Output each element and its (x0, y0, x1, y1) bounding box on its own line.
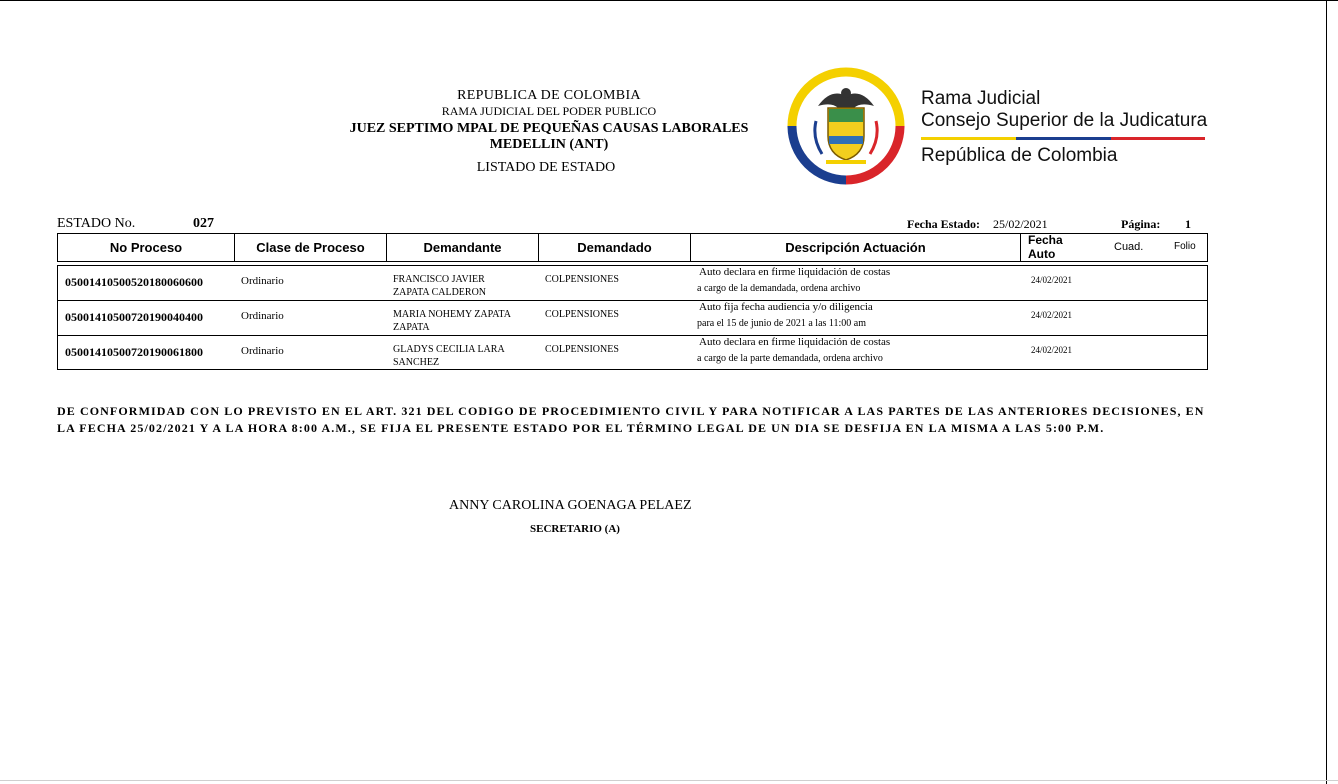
fecha-estado-value: 25/02/2021 (993, 217, 1048, 231)
cell-demandante (393, 308, 511, 334)
col-demandante: Demandante (387, 234, 539, 261)
brand-stripe-yellow (921, 137, 1016, 140)
header-republica: REPUBLICA DE COLOMBIA (457, 88, 641, 103)
cell-demandante (393, 273, 486, 299)
cell-fecha-auto: 24/02/2021 (1031, 275, 1073, 285)
cell-demandado: COLPENSIONES (545, 274, 619, 285)
cell-fecha-auto: 24/02/2021 (1031, 345, 1073, 355)
cell-clase: Ordinario (241, 345, 284, 357)
table-row (58, 301, 1207, 336)
table-row (58, 266, 1207, 301)
cell-no-proceso: 05001410500520180060600 (65, 275, 203, 289)
bottom-border (0, 780, 1338, 781)
cell-no-proceso: 05001410500720190040400 (65, 310, 203, 324)
cell-demandante-line1: GLADYS CECILIA LARA (393, 344, 505, 355)
cell-demandado: COLPENSIONES (545, 344, 619, 355)
brand-republica: República de Colombia (921, 145, 1118, 166)
col-cuad: Cuad. (1114, 241, 1144, 253)
col-fecha-auto-line2: Auto (1028, 247, 1056, 261)
col-demandado: Demandado (539, 234, 691, 261)
cell-descripcion-line2: a cargo de la demandada, ordena archivo (697, 283, 861, 294)
cell-demandante-line2: ZAPATA (393, 322, 430, 333)
header-juzgado (300, 121, 798, 153)
col-clase: Clase de Proceso (235, 234, 387, 261)
cell-no-proceso: 05001410500720190061800 (65, 345, 203, 359)
cell-descripcion-line1: Auto declara en firme liquidación de costas (699, 266, 891, 278)
header-juzgado-name: JUEZ SEPTIMO MPAL DE PEQUEÑAS CAUSAS LABORALES (349, 121, 749, 136)
legal-notice (57, 403, 1217, 437)
pagina-value: 1 (1185, 217, 1191, 231)
cell-demandado: COLPENSIONES (545, 309, 619, 320)
cell-clase: Ordinario (241, 275, 284, 287)
brand-stripe-red (1111, 137, 1205, 140)
header-rama: RAMA JUDICIAL DEL PODER PUBLICO (441, 104, 657, 118)
legal-notice-line1: DE CONFORMIDAD CON LO PREVISTO EN EL ART. 321 DEL CODIGO DE PROCEDIMIENTO CIVIL Y PARA NOTIFICAR A LAS PARTES DE LAS ANTERIORES DECISIONES, EN (57, 404, 1205, 418)
pagina-label: Página: (1121, 217, 1161, 231)
right-border (1326, 0, 1327, 784)
col-fecha-auto-line1: Fecha (1028, 233, 1063, 247)
cell-demandante-line2: ZAPATA CALDERON (393, 287, 487, 298)
coat-of-arms-logo (786, 66, 906, 186)
cell-demandante-line1: FRANCISCO JAVIER (393, 274, 485, 285)
cell-fecha-auto: 24/02/2021 (1031, 310, 1073, 320)
brand-stripe-blue (1016, 137, 1111, 140)
table-body (57, 265, 1208, 370)
cell-demandante-line2: SANCHEZ (393, 357, 440, 368)
brand-rama-judicial: Rama Judicial (921, 88, 1041, 109)
col-no-proceso: No Proceso (58, 234, 235, 261)
header-listado: LISTADO DE ESTADO (476, 160, 616, 175)
cell-descripcion-line2: para el 15 de junio de 2021 a las 11:00 am (697, 318, 867, 329)
header-city: MEDELLIN (ANT) (489, 137, 609, 152)
col-fecha-auto (1028, 233, 1088, 261)
table-header (57, 233, 1208, 262)
cell-demandante (393, 343, 505, 369)
cell-descripcion-line2: a cargo de la parte demandada, ordena archivo (697, 353, 883, 364)
estado-label: ESTADO No. (57, 216, 136, 231)
col-descripcion: Descripción Actuación (691, 234, 1021, 261)
cell-clase: Ordinario (241, 310, 284, 322)
table-row (58, 336, 1207, 371)
col-folio: Folio (1174, 241, 1196, 252)
legal-notice-line2: LA FECHA 25/02/2021 Y A LA HORA 8:00 A.M., SE FIJA EL PRESENTE ESTADO POR EL TÉRMINO LEGAL DE UN DIA SE DESFIJA EN LA MISMA A LAS 5:00 P.M. (57, 421, 1105, 435)
estado-number: 027 (193, 216, 214, 231)
cell-demandante-line1: MARIA NOHEMY ZAPATA (393, 309, 511, 320)
cell-descripcion-line1: Auto fija fecha audiencia y/o diligencia (699, 301, 873, 313)
signature-title: SECRETARIO (A) (530, 523, 620, 535)
fecha-estado-label: Fecha Estado: (907, 217, 980, 231)
cell-descripcion-line1: Auto declara en firme liquidación de costas (699, 336, 891, 348)
signature-name: ANNY CAROLINA GOENAGA PELAEZ (449, 498, 692, 513)
top-border (0, 0, 1338, 1)
brand-consejo: Consejo Superior de la Judicatura (921, 110, 1208, 131)
